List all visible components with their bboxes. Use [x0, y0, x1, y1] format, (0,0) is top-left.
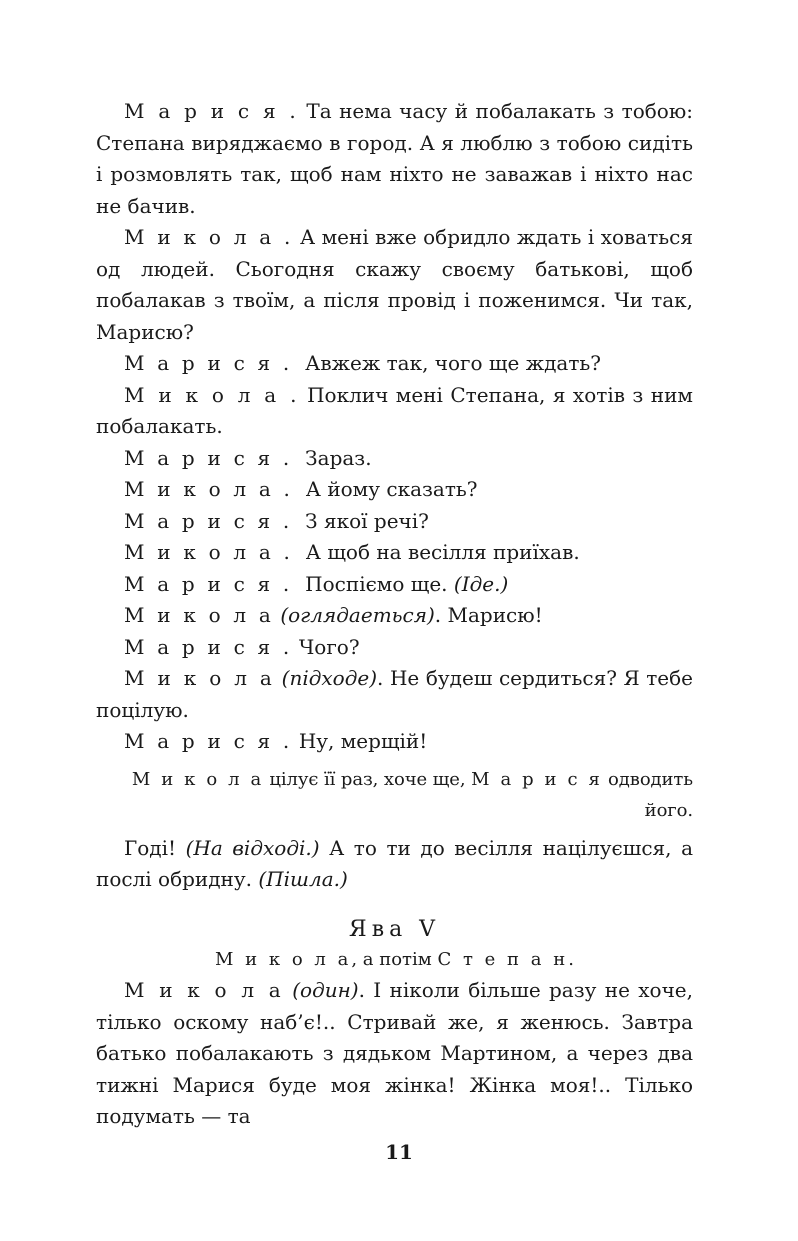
stage-direction: (один) — [283, 978, 359, 1002]
speech-text: Годі! — [124, 835, 186, 860]
speaker-name: М а р и с я . — [124, 571, 293, 596]
line-text: А щоб на весілля приїхав. — [293, 540, 580, 564]
stage-direction: (Іде.) — [453, 571, 509, 596]
speaker-name: М а р и с я . — [124, 508, 293, 533]
line-text: Поклич мені Степана, я хотів з ним побалакать. — [96, 382, 693, 438]
speech-text: А то ти до весілля націлуєшся, а послі обридну. — [96, 835, 693, 891]
line-text: Та нема часу й побалакать з тобою: Степана виряджаємо в город. А я люблю з тобою сидіть і розмовлять так, щоб нам ніхто не заважав і ніхто нас не бачив. — [96, 99, 693, 218]
speaker-name: М а р и с я . — [124, 445, 293, 470]
dialogue-line — [96, 348, 693, 380]
final-speech — [96, 833, 693, 896]
dialogue-line — [96, 474, 693, 506]
speaker-name: М и к о л а — [124, 603, 274, 627]
line-text: Зараз. — [292, 445, 372, 470]
subtitle-mid: , а потім — [351, 949, 438, 970]
stage-direction: (На відході.) — [185, 835, 320, 860]
direction-text-2: одводить його. — [602, 768, 693, 821]
dialogue-line — [96, 537, 693, 569]
speaker-name: М а р и с я . — [124, 729, 293, 753]
direction-name-1: М и к о л а — [131, 768, 264, 790]
page-body — [96, 96, 693, 1133]
scene-subtitle — [96, 945, 693, 975]
line-text: . Не будеш сердиться? Я тебе поцілую. — [96, 666, 694, 722]
direction-name-2: М а р и с я — [471, 768, 603, 790]
subtitle-name-1: М и к о л а — [215, 949, 352, 970]
line-text: Поспіємо ще. — [292, 571, 454, 596]
line-text: . Марисю! — [434, 603, 543, 627]
direction-text-1: цілує її раз, хоче ще, — [263, 768, 472, 790]
dialogue-line — [96, 506, 693, 538]
scene-title: Ява V — [348, 916, 441, 942]
dialogue-line — [96, 632, 693, 664]
line-text: Ну, мерщій! — [292, 729, 428, 753]
scene-direction — [96, 764, 693, 827]
line-text: Авжеж так, чого ще ждать? — [292, 351, 602, 375]
speaker-name: М а р и с я . — [124, 351, 293, 375]
speaker-name: М и к о л а . — [124, 225, 294, 249]
stage-direction: (оглядаеться) — [273, 603, 435, 627]
speaker-name: М а р и с я . — [124, 634, 293, 659]
dialogue-line — [96, 443, 693, 475]
subtitle-end: . — [568, 949, 574, 970]
line-text: А мені вже обридло ждать і ховаться од людей. Сьогодня скажу своєму батькові, щоб побалакав з твоїм, а після провід і поженимся. Чи так, Марисю? — [96, 225, 693, 344]
scene-speech — [96, 975, 693, 1133]
stage-direction: (Пішла.) — [258, 867, 348, 891]
dialogue-line — [96, 222, 693, 348]
speaker-name: М и к о л а . — [124, 540, 294, 564]
dialogue-line — [96, 663, 693, 726]
stage-direction: (підходе) — [275, 666, 378, 690]
subtitle-name-2: С т е п а н — [437, 949, 569, 970]
dialogue-line — [96, 600, 693, 632]
speech-text: . І ніколи більше разу не хоче, тілько оскому наб’є!.. Стривай же, я женюсь. Завтра батько побалакають з дядьком Мартином, а через два тижні Марися буде моя жінка! Жінка моя!.. Тілько подумать — та — [96, 978, 693, 1128]
dialogue-line — [96, 380, 693, 443]
page-number: 11 — [385, 1140, 413, 1164]
speaker-name: М и к о л а . — [124, 382, 300, 407]
line-text: Чого? — [292, 634, 360, 659]
line-text: З якої речі? — [292, 508, 429, 533]
speaker-name: М и к о л а . — [124, 477, 294, 501]
line-text: А йому сказать? — [293, 477, 478, 501]
speaker-name: М и к о л а — [124, 666, 276, 690]
speaker-name: М а р и с я . — [124, 99, 299, 123]
speaker-name: М и к о л а — [124, 978, 284, 1002]
dialogue-line — [96, 569, 693, 601]
dialogue-line — [96, 96, 693, 222]
dialogue-line — [96, 726, 693, 758]
